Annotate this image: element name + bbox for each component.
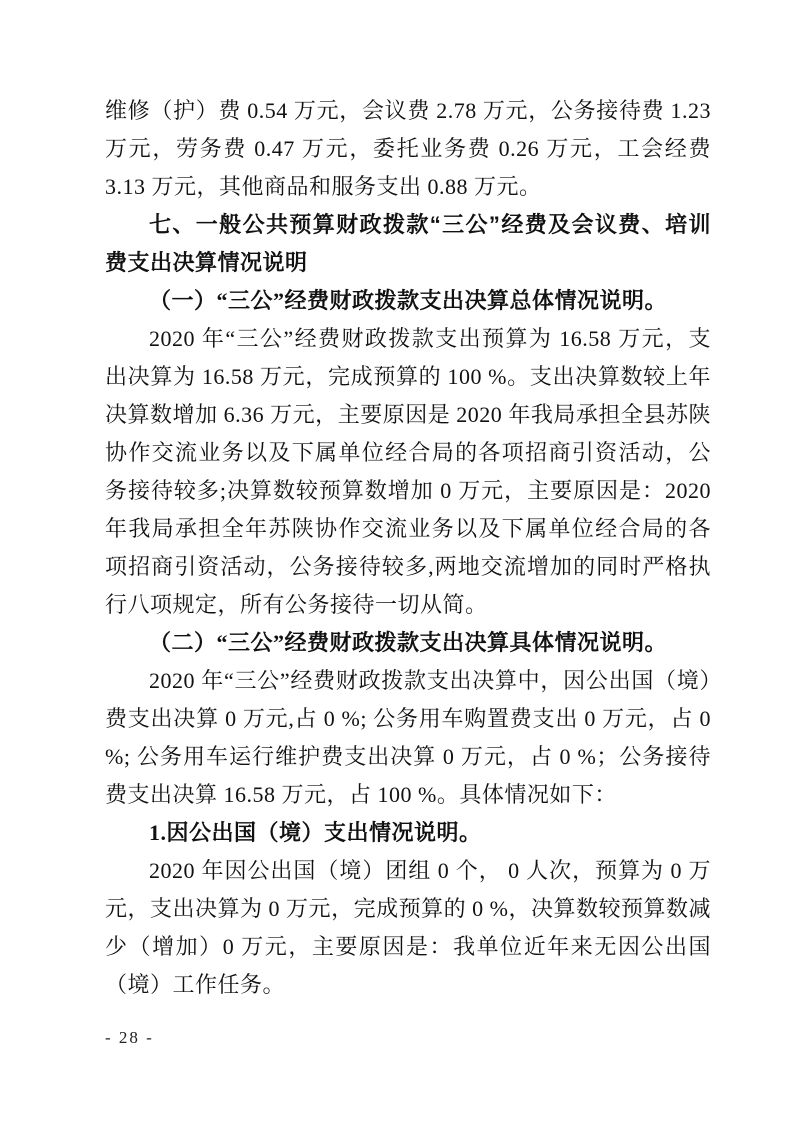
page-number: - 28 - xyxy=(105,1028,154,1047)
document-body xyxy=(105,92,711,1004)
section-heading-seven: 七、一般公共预算财政拨款“三公”经费及会议费、培训费支出决算情况说明 xyxy=(105,212,711,275)
item-heading-overseas-trips: 1.因公出国（境）支出情况说明。 xyxy=(149,820,482,845)
paragraph-expense-breakdown-continuation: 维修（护）费 0.54 万元，会议费 2.78 万元，公务接待费 1.23 万元，劳务费 0.47 万元，委托业务费 0.26 万元，工会经费 3.13 万元，其他商品和服务支出 0.88 万元。 xyxy=(105,98,711,199)
subsection-heading-one-overall: （一）“三公”经费财政拨款支出决算总体情况说明。 xyxy=(149,288,668,313)
subsection-heading-two-detail: （二）“三公”经费财政拨款支出决算具体情况说明。 xyxy=(149,630,668,655)
paragraph-overseas-trips-detail: 2020 年因公出国（境）团组 0 个， 0 人次，预算为 0 万元，支出决算为 0 万元，完成预算的 0 %，决算数较预算数减少（增加）0 万元，主要原因是：我单位近年来无因公出国（境）工作任务。 xyxy=(105,858,711,997)
paragraph-detail-breakdown: 2020 年“三公”经费财政拨款支出决算中，因公出国（境）费支出决算 0 万元,占 0 %; 公务用车购置费支出 0 万元，占 0 %; 公务用车运行维护费支出决算 0 万元，占 0 %；公务接待费支出决算 16.58 万元，占 100 %。具体情况如下： xyxy=(105,668,711,807)
paragraph-overall-situation: 2020 年“三公”经费财政拨款支出预算为 16.58 万元，支出决算为 16.58 万元，完成预算的 100 %。支出决算数较上年决算数增加 6.36 万元，主要原因是 2020 年我局承担全县苏陕协作交流业务以及下属单位经合局的各项招商引资活动，公务接待较多;决算数较预算数增加 0 万元，主要原因是：2020 年我局承担全年苏陕协作交流业务以及下属单位经合局的各项招商引资活动，公务接待较多,两地交流增加的同时严格执行八项规定，所有公务接待一切从简。 xyxy=(105,326,711,617)
